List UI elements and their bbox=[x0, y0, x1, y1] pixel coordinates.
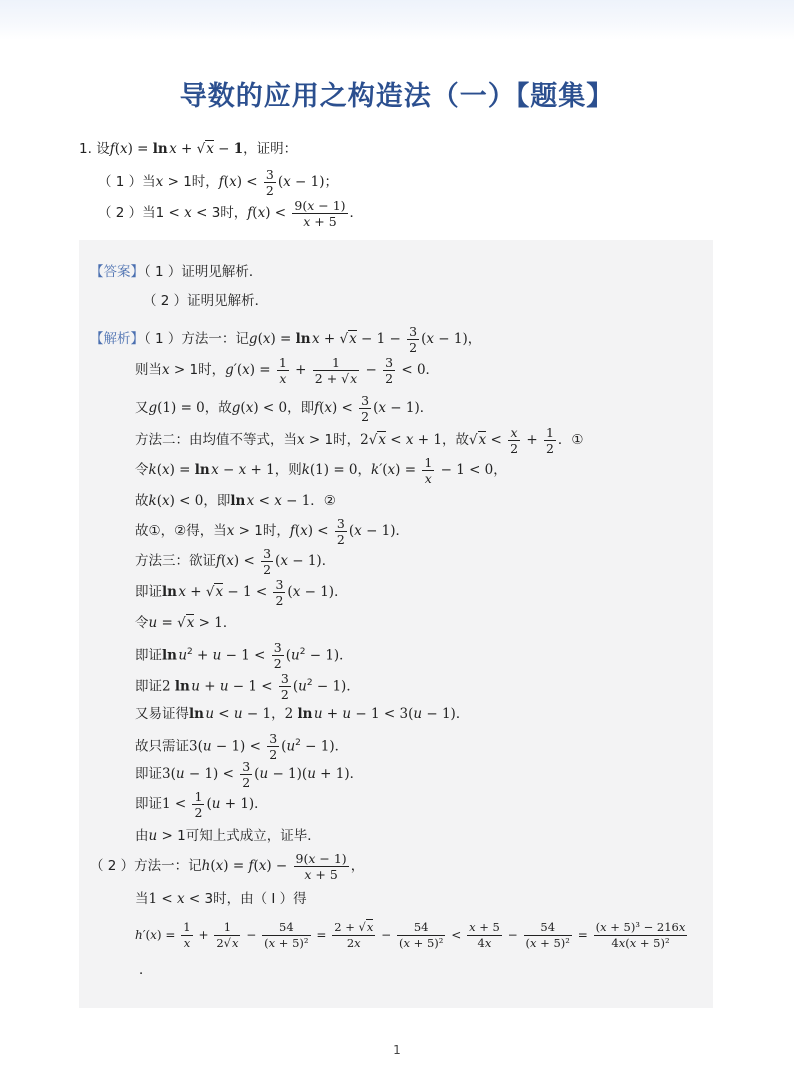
problem-intro: 1. 设f(x) = ln x + √x − 1，证明： bbox=[79, 141, 298, 157]
analysis-line-5: 令k(x) = ln x − x + 1，则k(1) = 0，k′(x) = $\frac{1}{x}$ − 1 < 0， bbox=[135, 454, 507, 486]
analysis-line-15: 即证3(u − 1) < $\frac{3}{2}$ (u − 1)(u + 1)． bbox=[135, 758, 364, 790]
page-header-band bbox=[0, 0, 794, 40]
analysis-line-18: （ 2 ）方法一：记h(x) = f(x) − $\frac{9(x - 1)}{x + 5}$ ， bbox=[90, 850, 365, 882]
analysis-line-4: 方法二：由均值不等式，当x > 1时，2√x < x + 1，故√x < $\frac{x}{2}$ + $\frac{1}{2}$ ．① bbox=[135, 424, 584, 456]
analysis-line-9: 即证ln x + √x − 1 < $\frac{3}{2}$ (x − 1)． bbox=[135, 576, 348, 608]
analysis-line-19: 当1 < x < 3时，由（ Ⅰ ）得 bbox=[135, 891, 307, 907]
answer-tag: 【答案】 bbox=[90, 264, 144, 280]
analysis-line-17: 由u > 1可知上式成立，证毕． bbox=[135, 828, 321, 844]
analysis-line-8: 方法三：欲证f(x) < $\frac{3}{2}$ (x − 1)． bbox=[135, 545, 336, 577]
analysis-line-13: 又易证得ln u < u − 1，2 ln u + u − 1 < 3(u − 1)． bbox=[135, 706, 470, 722]
problem-part-2: （ 2 ）当1 < x < 3时，f(x) < $\frac{9(x - 1)}{x + 5}$ ． bbox=[98, 197, 364, 229]
analysis-line-1: 【解析】（ 1 ）方法一：记g(x) = ln x + √x − 1 − $\frac{3}{2}$ (x − 1)， bbox=[90, 323, 482, 355]
analysis-line-11: 即证ln $u^2 + u - 1$ < $\frac{3}{2}$ $(u^2 - 1)$． bbox=[135, 640, 353, 671]
analysis-line-14: 故只需证3(u − 1) < $\frac{3}{2}$ $(u^2 - 1)$． bbox=[135, 731, 349, 762]
analysis-line-10: 令u = √x > 1． bbox=[135, 615, 237, 631]
problem-part-1: （ 1 ）当x > 1时，f(x) < $\frac{3}{2}$ (x − 1)； bbox=[98, 166, 338, 198]
analysis-line-2: 则当x > 1时，g′(x) = $\frac{1}{x}$ + $\frac{1}{2 + √x}$ − $\frac{3}{2}$ < 0． bbox=[135, 354, 440, 386]
analysis-line-7: 故①，②得，当x > 1时，f(x) < $\frac{3}{2}$ (x − 1)． bbox=[135, 515, 410, 547]
page-number: 1 bbox=[393, 1043, 401, 1057]
analysis-line-3: 又g(1) = 0，故g(x) < 0，即f(x) < $\frac{3}{2}$ (x − 1)． bbox=[135, 392, 434, 424]
analysis-line-12: 即证2 ln u + u − 1 < $\frac{3}{2}$ $(u^2 - 1)$． bbox=[135, 671, 360, 702]
page-title: 导数的应用之构造法（一）【题集】 bbox=[179, 81, 615, 112]
analysis-line-6: 故k(x) < 0，即ln x < x − 1．② bbox=[135, 493, 336, 509]
analysis-derivative-equation: h′(x) = $\frac{1}{x}$ + $\frac{1}{2√x}$ − $\frac{54}{\text{(x + 5)²}}$ = $\frac{2 + √x}{2x}$ − $\frac{54}{\text{(x + 5)²}}$ < $\frac{x + 5}{4x}$ − $\frac{54}{\text{(x + 5)²}}$ = $\frac{\text{(x + 5)³ − 216x}}{\text{4x(x + 5)²}}$ bbox=[135, 920, 686, 950]
analysis-trailing-period: ． bbox=[139, 962, 153, 978]
answer-line-1: 【答案】（ 1 ）证明见解析． bbox=[90, 264, 263, 280]
analysis-line-16: 即证1 < $\frac{1}{2}$ (u + 1)． bbox=[135, 788, 268, 820]
analysis-tag: 【解析】 bbox=[90, 331, 144, 347]
answer-line-2: （ 2 ）证明见解析． bbox=[143, 293, 269, 309]
